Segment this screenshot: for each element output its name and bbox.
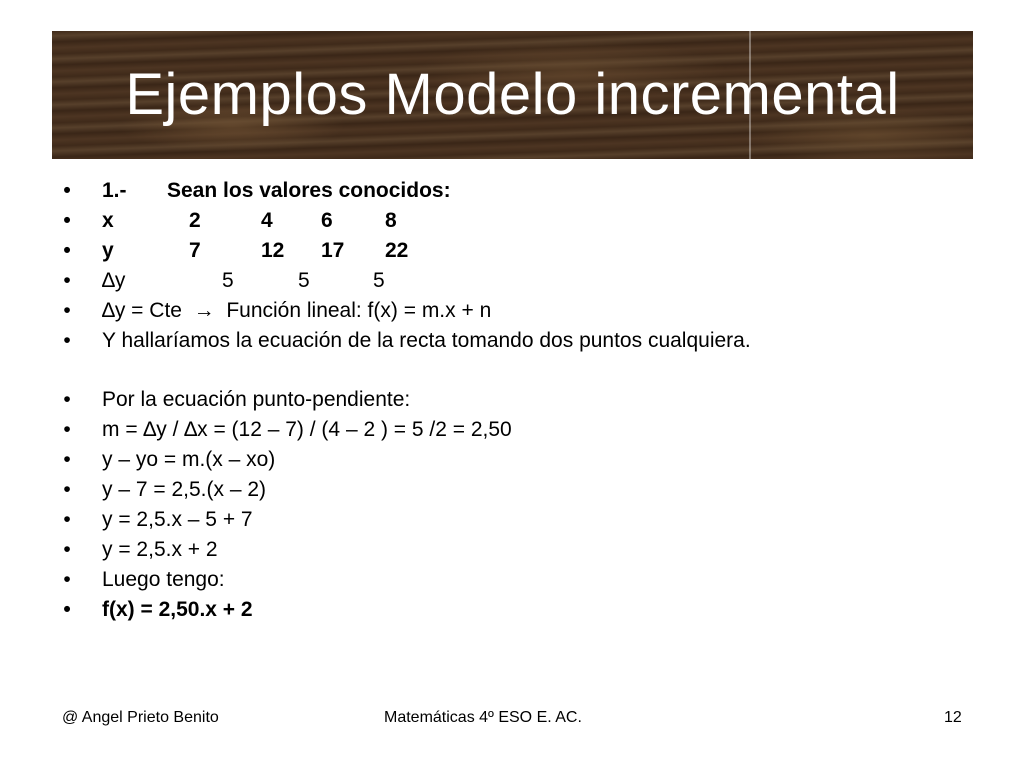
table-cell: 7 xyxy=(189,239,201,262)
table-row-dy xyxy=(60,266,980,296)
row-label: y xyxy=(102,239,114,262)
item-text: y – 7 = 2,5.(x – 2) xyxy=(102,478,267,501)
bullet-icon: • xyxy=(63,209,71,232)
row-label: ∆y xyxy=(102,269,126,292)
item-text: Luego tengo: xyxy=(102,568,225,591)
table-cell: 6 xyxy=(321,209,333,232)
bullet-icon: • xyxy=(63,179,71,202)
table-cell: 22 xyxy=(385,239,409,262)
table-cell: 4 xyxy=(261,209,273,232)
item-text: m = ∆y / ∆x = (12 – 7) / (4 – 2 ) = 5 /2 = 2,50 xyxy=(102,418,512,441)
list-item xyxy=(60,505,980,535)
item-text: y – yo = m.(x – xo) xyxy=(102,448,276,471)
bullet-icon: • xyxy=(63,478,71,501)
list-item xyxy=(60,176,980,206)
item-text: ∆y = Cte xyxy=(102,299,182,322)
list-item xyxy=(60,535,980,565)
table-cell: 5 xyxy=(222,269,234,292)
arrow-icon: → xyxy=(193,299,215,322)
list-item xyxy=(60,415,980,445)
table-row-y xyxy=(60,236,980,266)
item-text: Función lineal: f(x) = m.x + n xyxy=(226,299,492,322)
table-row-x xyxy=(60,206,980,236)
bullet-icon: • xyxy=(63,299,71,322)
bullet-icon: • xyxy=(63,388,71,411)
item-text: Sean los valores conocidos: xyxy=(167,179,451,202)
bullet-icon: • xyxy=(63,538,71,561)
list-item xyxy=(60,565,980,595)
footer-course: Matemáticas 4º ESO E. AC. xyxy=(384,709,582,726)
item-text: Por la ecuación punto-pendiente: xyxy=(102,388,411,411)
item-text: y = 2,5.x – 5 + 7 xyxy=(102,508,253,531)
table-cell: 5 xyxy=(298,269,310,292)
slide-title: Ejemplos Modelo incremental xyxy=(125,62,900,127)
bullet-icon: • xyxy=(63,598,71,621)
table-cell: 2 xyxy=(189,209,201,232)
bullet-icon: • xyxy=(63,269,71,292)
bullet-icon: • xyxy=(63,568,71,591)
title-banner xyxy=(52,31,973,159)
table-cell: 12 xyxy=(261,239,285,262)
footer-author: @ Angel Prieto Benito xyxy=(62,709,219,726)
bullet-icon: • xyxy=(63,448,71,471)
table-cell: 17 xyxy=(321,239,345,262)
item-number: 1.- xyxy=(102,179,127,202)
bullet-icon: • xyxy=(63,508,71,531)
bullet-icon: • xyxy=(63,418,71,441)
list-item xyxy=(60,445,980,475)
item-text: Y hallaríamos la ecuación de la recta tomando dos puntos cualquiera. xyxy=(102,329,751,352)
list-item xyxy=(60,385,980,415)
bullet-icon: • xyxy=(63,239,71,262)
list-item xyxy=(60,326,980,356)
bullet-list xyxy=(60,176,980,625)
item-text: y = 2,5.x + 2 xyxy=(102,538,218,561)
list-item xyxy=(60,296,980,326)
bullet-icon: • xyxy=(63,329,71,352)
list-item xyxy=(60,475,980,505)
item-text: f(x) = 2,50.x + 2 xyxy=(102,598,253,621)
list-item xyxy=(60,595,980,625)
table-cell: 5 xyxy=(373,269,385,292)
footer-page-number: 12 xyxy=(944,709,962,726)
table-cell: 8 xyxy=(385,209,397,232)
row-label: x xyxy=(102,209,114,232)
